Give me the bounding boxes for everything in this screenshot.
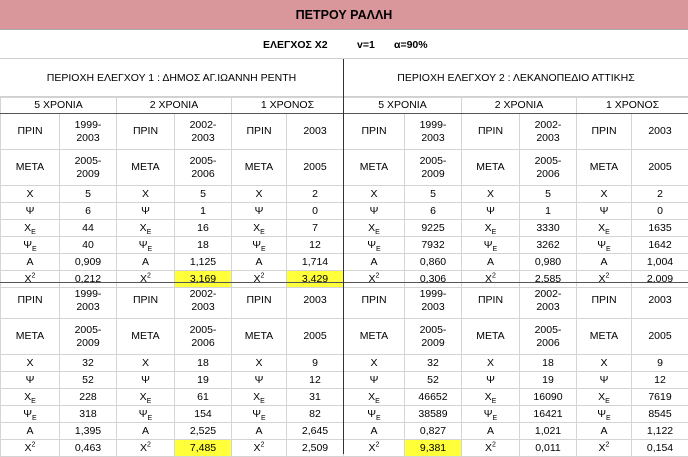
after-years (175, 150, 232, 186)
value-a: 1,395 (60, 423, 117, 440)
year-part: 2009 (60, 168, 116, 181)
data-block-1 (0, 113, 688, 288)
before-years (405, 114, 462, 150)
period-1y-left: 1 ΧΡΟΝΟΣ (232, 98, 344, 114)
row-label-psi-expected: $\Psi_E$ (117, 406, 175, 423)
row-label-x-expected: $X_E$ (462, 220, 520, 237)
row-label-x: X (462, 186, 520, 203)
row-label-psi-expected: $\Psi_E$ (1, 237, 60, 254)
year-part: 2005 (632, 330, 688, 343)
year-part: 2003 (287, 125, 343, 138)
period-5y-right: 5 ΧΡΟΝΙΑ (344, 98, 462, 114)
row-label-psi-expected: $\Psi_E$ (232, 237, 287, 254)
row-label-psi-expected: $\Psi_E$ (462, 406, 520, 423)
row-label-a: A (1, 423, 60, 440)
before-years (60, 283, 117, 319)
year-part: 2009 (405, 168, 461, 181)
year-part: 1999- (405, 119, 461, 132)
row-label-psi: Ψ (117, 203, 175, 220)
row-label-chi-square: $X^2$ (1, 271, 60, 288)
value-chi-square: 0,212 (60, 271, 117, 288)
after-years (520, 150, 577, 186)
value-x: 32 (60, 355, 117, 372)
value-chi-square: 3,169 (175, 271, 232, 288)
before-label: ΠΡΙΝ (232, 283, 287, 319)
row-label-chi-square: $X^2$ (232, 271, 287, 288)
value-a: 1,125 (175, 254, 232, 271)
row-label-x-expected: $X_E$ (577, 389, 632, 406)
value-chi-square: 2,509 (287, 440, 344, 457)
row-label-chi-square: $X^2$ (462, 440, 520, 457)
value-x-expected: 1635 (632, 220, 688, 237)
row-label-x-expected: $X_E$ (462, 389, 520, 406)
value-psi-expected: 318 (60, 406, 117, 423)
row-label-psi: Ψ (577, 372, 632, 389)
before-label: ΠΡΙΝ (117, 114, 175, 150)
value-psi: 52 (60, 372, 117, 389)
value-a: 1,004 (632, 254, 688, 271)
row-label-a: A (577, 423, 632, 440)
test-name: ΕΛΕΓΧΟΣ Χ2 (263, 39, 328, 51)
row-label-psi-expected: $\Psi_E$ (577, 406, 632, 423)
value-chi-square: 0,011 (520, 440, 577, 457)
after-years (60, 319, 117, 355)
before-label: ΠΡΙΝ (1, 283, 60, 319)
value-chi-square: 2,009 (632, 271, 688, 288)
value-psi-expected: 40 (60, 237, 117, 254)
row-label-psi: Ψ (344, 372, 405, 389)
value-psi: 6 (60, 203, 117, 220)
year-part: 2006 (175, 337, 231, 350)
row-label-x-expected: $X_E$ (344, 389, 405, 406)
region-2-header: ΠΕΡΙΟΧΗ ΕΛΕΓΧΟΥ 2 : ΛΕΚΑΝΟΠΕΔΙΟ ΑΤΤΙΚΗΣ (344, 59, 688, 97)
before-label: ΠΡΙΝ (117, 283, 175, 319)
before-label: ΠΡΙΝ (1, 114, 60, 150)
year-part: 2003 (632, 125, 688, 138)
before-label: ΠΡΙΝ (577, 283, 632, 319)
value-x: 9 (632, 355, 688, 372)
year-part: 2005- (520, 155, 576, 168)
value-x-expected: 3330 (520, 220, 577, 237)
region-divider (343, 59, 344, 454)
year-part: 2003 (60, 132, 116, 145)
value-psi-expected: 82 (287, 406, 344, 423)
value-psi: 52 (405, 372, 462, 389)
value-x-expected: 16090 (520, 389, 577, 406)
value-psi-expected: 18 (175, 237, 232, 254)
value-x: 5 (175, 186, 232, 203)
period-header-table (0, 97, 688, 114)
value-a: 1,122 (632, 423, 688, 440)
value-psi: 0 (632, 203, 688, 220)
after-label: ΜΕΤΑ (232, 319, 287, 355)
value-x: 2 (287, 186, 344, 203)
year-part: 2009 (405, 337, 461, 350)
year-part: 2003 (632, 294, 688, 307)
after-years (405, 319, 462, 355)
before-label: ΠΡΙΝ (577, 114, 632, 150)
row-label-a: A (462, 423, 520, 440)
after-years (405, 150, 462, 186)
value-x-expected: 228 (60, 389, 117, 406)
value-psi-expected: 8545 (632, 406, 688, 423)
before-years (60, 114, 117, 150)
value-psi: 0 (287, 203, 344, 220)
value-chi-square: 3,429 (287, 271, 344, 288)
row-label-chi-square: $X^2$ (344, 271, 405, 288)
after-label: ΜΕΤΑ (462, 150, 520, 186)
row-label-chi-square: $X^2$ (1, 440, 60, 457)
row-label-x: X (1, 355, 60, 372)
after-label: ΜΕΤΑ (117, 319, 175, 355)
row-label-a: A (462, 254, 520, 271)
value-x: 5 (520, 186, 577, 203)
period-2y-left: 2 ΧΡΟΝΙΑ (117, 98, 232, 114)
year-part: 2003 (175, 301, 231, 314)
year-part: 2003 (405, 301, 461, 314)
value-x: 32 (405, 355, 462, 372)
row-label-x: X (344, 186, 405, 203)
row-label-a: A (344, 254, 405, 271)
year-part: 2005- (60, 155, 116, 168)
row-label-x-expected: $X_E$ (1, 220, 60, 237)
before-years (632, 283, 688, 319)
row-label-a: A (117, 254, 175, 271)
page-title: ΠΕΤΡΟΥ ΡΑΛΛΗ (0, 0, 688, 30)
row-label-a: A (232, 254, 287, 271)
year-part: 2002- (175, 119, 231, 132)
row-label-chi-square: $X^2$ (232, 440, 287, 457)
value-x: 5 (60, 186, 117, 203)
value-psi-expected: 1642 (632, 237, 688, 254)
row-label-x: X (344, 355, 405, 372)
row-label-x-expected: $X_E$ (117, 389, 175, 406)
value-chi-square: 0,306 (405, 271, 462, 288)
value-x: 18 (175, 355, 232, 372)
row-label-psi: Ψ (232, 372, 287, 389)
row-label-x: X (462, 355, 520, 372)
year-part: 2005- (175, 155, 231, 168)
value-chi-square: 0,463 (60, 440, 117, 457)
row-label-a: A (1, 254, 60, 271)
before-years (175, 114, 232, 150)
year-part: 1999- (60, 119, 116, 132)
row-label-x: X (117, 355, 175, 372)
value-psi: 12 (287, 372, 344, 389)
row-label-x-expected: $X_E$ (577, 220, 632, 237)
after-years (60, 150, 117, 186)
test-parameters (0, 30, 688, 59)
value-chi-square: 7,485 (175, 440, 232, 457)
value-x: 2 (632, 186, 688, 203)
year-part: 2005 (632, 161, 688, 174)
row-label-psi: Ψ (1, 372, 60, 389)
row-label-a: A (577, 254, 632, 271)
row-label-chi-square: $X^2$ (462, 271, 520, 288)
value-x-expected: 31 (287, 389, 344, 406)
row-label-a: A (232, 423, 287, 440)
value-a: 0,980 (520, 254, 577, 271)
before-years (287, 283, 344, 319)
data-block-2 (0, 282, 688, 457)
year-part: 1999- (60, 288, 116, 301)
value-psi-expected: 38589 (405, 406, 462, 423)
year-part: 2003 (405, 132, 461, 145)
row-label-x-expected: $X_E$ (232, 389, 287, 406)
before-years (175, 283, 232, 319)
before-years (405, 283, 462, 319)
after-label: ΜΕΤΑ (1, 319, 60, 355)
year-part: 2005- (175, 324, 231, 337)
row-label-x: X (117, 186, 175, 203)
period-2y-right: 2 ΧΡΟΝΙΑ (462, 98, 577, 114)
year-part: 2006 (520, 168, 576, 181)
row-label-x: X (232, 355, 287, 372)
row-label-chi-square: $X^2$ (577, 271, 632, 288)
value-psi-expected: 154 (175, 406, 232, 423)
value-x: 18 (520, 355, 577, 372)
after-years (632, 150, 688, 186)
year-part: 2005- (405, 324, 461, 337)
year-part: 2006 (175, 168, 231, 181)
value-x-expected: 9225 (405, 220, 462, 237)
year-part: 2005- (405, 155, 461, 168)
row-label-x: X (1, 186, 60, 203)
before-years (632, 114, 688, 150)
year-part: 2005 (287, 161, 343, 174)
degrees-of-freedom: v=1 (357, 39, 375, 51)
header-rule (0, 113, 688, 114)
after-years (287, 150, 344, 186)
after-label: ΜΕΤΑ (577, 319, 632, 355)
before-label: ΠΡΙΝ (344, 283, 405, 319)
after-years (520, 319, 577, 355)
value-psi-expected: 7932 (405, 237, 462, 254)
year-part: 2003 (520, 132, 576, 145)
value-x-expected: 7 (287, 220, 344, 237)
row-label-x: X (577, 355, 632, 372)
year-part: 2005 (287, 330, 343, 343)
row-label-psi-expected: $\Psi_E$ (577, 237, 632, 254)
row-label-chi-square: $X^2$ (577, 440, 632, 457)
value-psi: 6 (405, 203, 462, 220)
value-a: 1,714 (287, 254, 344, 271)
after-years (175, 319, 232, 355)
row-label-psi-expected: $\Psi_E$ (344, 406, 405, 423)
value-chi-square: 2,585 (520, 271, 577, 288)
value-psi: 1 (175, 203, 232, 220)
before-label: ΠΡΙΝ (462, 283, 520, 319)
row-label-psi-expected: $\Psi_E$ (462, 237, 520, 254)
year-part: 2006 (520, 337, 576, 350)
value-a: 2,645 (287, 423, 344, 440)
value-a: 0,827 (405, 423, 462, 440)
after-label: ΜΕΤΑ (117, 150, 175, 186)
after-years (632, 319, 688, 355)
value-x-expected: 16 (175, 220, 232, 237)
value-a: 0,860 (405, 254, 462, 271)
value-x: 9 (287, 355, 344, 372)
year-part: 2005- (520, 324, 576, 337)
row-label-x-expected: $X_E$ (344, 220, 405, 237)
row-label-chi-square: $X^2$ (117, 440, 175, 457)
value-psi: 12 (632, 372, 688, 389)
year-part: 2003 (287, 294, 343, 307)
year-part: 2002- (175, 288, 231, 301)
row-label-chi-square: $X^2$ (344, 440, 405, 457)
row-label-psi-expected: $\Psi_E$ (117, 237, 175, 254)
after-label: ΜΕΤΑ (577, 150, 632, 186)
row-label-x: X (232, 186, 287, 203)
after-label: ΜΕΤΑ (462, 319, 520, 355)
value-a: 0,909 (60, 254, 117, 271)
row-label-a: A (117, 423, 175, 440)
row-label-a: A (344, 423, 405, 440)
row-label-psi-expected: $\Psi_E$ (232, 406, 287, 423)
value-psi: 19 (175, 372, 232, 389)
row-label-chi-square: $X^2$ (117, 271, 175, 288)
row-label-psi: Ψ (462, 203, 520, 220)
value-psi: 19 (520, 372, 577, 389)
row-label-x: X (577, 186, 632, 203)
before-years (520, 283, 577, 319)
year-part: 2005- (60, 324, 116, 337)
row-label-x-expected: $X_E$ (117, 220, 175, 237)
value-chi-square: 0,154 (632, 440, 688, 457)
year-part: 2002- (520, 288, 576, 301)
row-label-psi: Ψ (577, 203, 632, 220)
value-a: 1,021 (520, 423, 577, 440)
value-chi-square: 9,381 (405, 440, 462, 457)
row-label-x-expected: $X_E$ (1, 389, 60, 406)
value-psi-expected: 3262 (520, 237, 577, 254)
after-years (287, 319, 344, 355)
region-1-header: ΠΕΡΙΟΧΗ ΕΛΕΓΧΟΥ 1 : ΔΗΜΟΣ ΑΓ.ΙΩΑΝΝΗ ΡΕΝΤΗ (0, 59, 343, 97)
row-label-psi: Ψ (344, 203, 405, 220)
after-label: ΜΕΤΑ (344, 150, 405, 186)
before-years (287, 114, 344, 150)
block-rule (0, 282, 688, 283)
value-x: 5 (405, 186, 462, 203)
before-years (520, 114, 577, 150)
year-part: 2002- (520, 119, 576, 132)
period-5y-left: 5 ΧΡΟΝΙΑ (1, 98, 117, 114)
confidence-level: α=90% (394, 39, 428, 51)
row-label-x-expected: $X_E$ (232, 220, 287, 237)
value-x-expected: 61 (175, 389, 232, 406)
value-psi: 1 (520, 203, 577, 220)
year-part: 2003 (520, 301, 576, 314)
year-part: 2003 (60, 301, 116, 314)
row-label-psi: Ψ (462, 372, 520, 389)
year-part: 2009 (60, 337, 116, 350)
value-a: 2,525 (175, 423, 232, 440)
value-x-expected: 46652 (405, 389, 462, 406)
year-part: 2003 (175, 132, 231, 145)
row-label-psi-expected: $\Psi_E$ (344, 237, 405, 254)
row-label-psi-expected: $\Psi_E$ (1, 406, 60, 423)
value-x-expected: 44 (60, 220, 117, 237)
value-psi-expected: 16421 (520, 406, 577, 423)
value-psi-expected: 12 (287, 237, 344, 254)
before-label: ΠΡΙΝ (462, 114, 520, 150)
before-label: ΠΡΙΝ (232, 114, 287, 150)
row-label-psi: Ψ (117, 372, 175, 389)
before-label: ΠΡΙΝ (344, 114, 405, 150)
after-label: ΜΕΤΑ (232, 150, 287, 186)
after-label: ΜΕΤΑ (344, 319, 405, 355)
year-part: 1999- (405, 288, 461, 301)
row-label-psi: Ψ (232, 203, 287, 220)
value-x-expected: 7619 (632, 389, 688, 406)
period-1y-right: 1 ΧΡΟΝΟΣ (577, 98, 688, 114)
row-label-psi: Ψ (1, 203, 60, 220)
after-label: ΜΕΤΑ (1, 150, 60, 186)
